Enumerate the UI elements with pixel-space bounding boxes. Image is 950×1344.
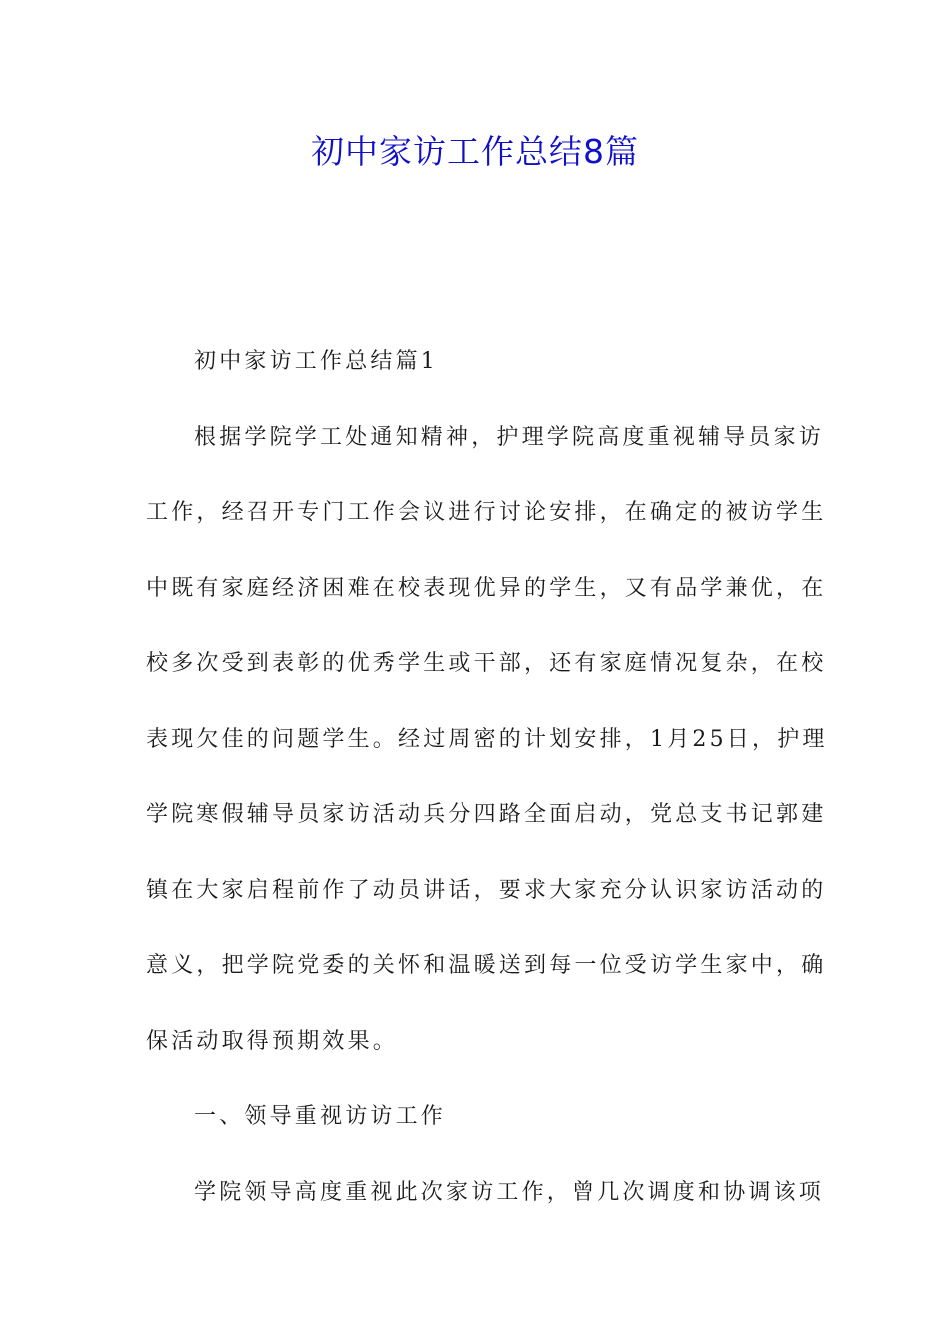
paragraph-line: 中既有家庭经济困难在校表现优异的学生，又有品学兼优，在	[146, 575, 827, 601]
section-heading: 初中家访工作总结篇1	[194, 349, 438, 374]
document-body	[146, 338, 828, 1244]
paragraph-line: 工作，经召开专门工作会议进行讨论安排，在确定的被访学生	[146, 500, 827, 525]
paragraph-line: 学院寒假辅导员家访活动兵分四路全面启动，党总支书记郭建	[146, 802, 827, 827]
paragraph-line: 根据学院学工处通知精神，护理学院高度重视辅导员家访	[194, 424, 825, 450]
paragraph-line: 保活动取得预期效果。	[146, 1028, 399, 1054]
document-title: 初中家访工作总结8篇	[311, 132, 639, 171]
paragraph-line: 镇在大家启程前作了动员讲话，要求大家充分认识家访活动的	[146, 877, 827, 903]
subheading: 一、领导重视访访工作	[194, 1104, 447, 1129]
paragraph-line: 意义，把学院党委的关怀和温暖送到每一位受访学生家中，确	[146, 953, 827, 978]
paragraph-line: 校多次受到表彰的优秀学生或干部，还有家庭情况复杂，在校	[146, 651, 827, 676]
paragraph-line: 表现欠佳的问题学生。经过周密的计划安排，1月25日，护理	[146, 726, 828, 752]
paragraph-line: 学院领导高度重视此次家访工作，曾几次调度和协调该项	[194, 1179, 825, 1205]
